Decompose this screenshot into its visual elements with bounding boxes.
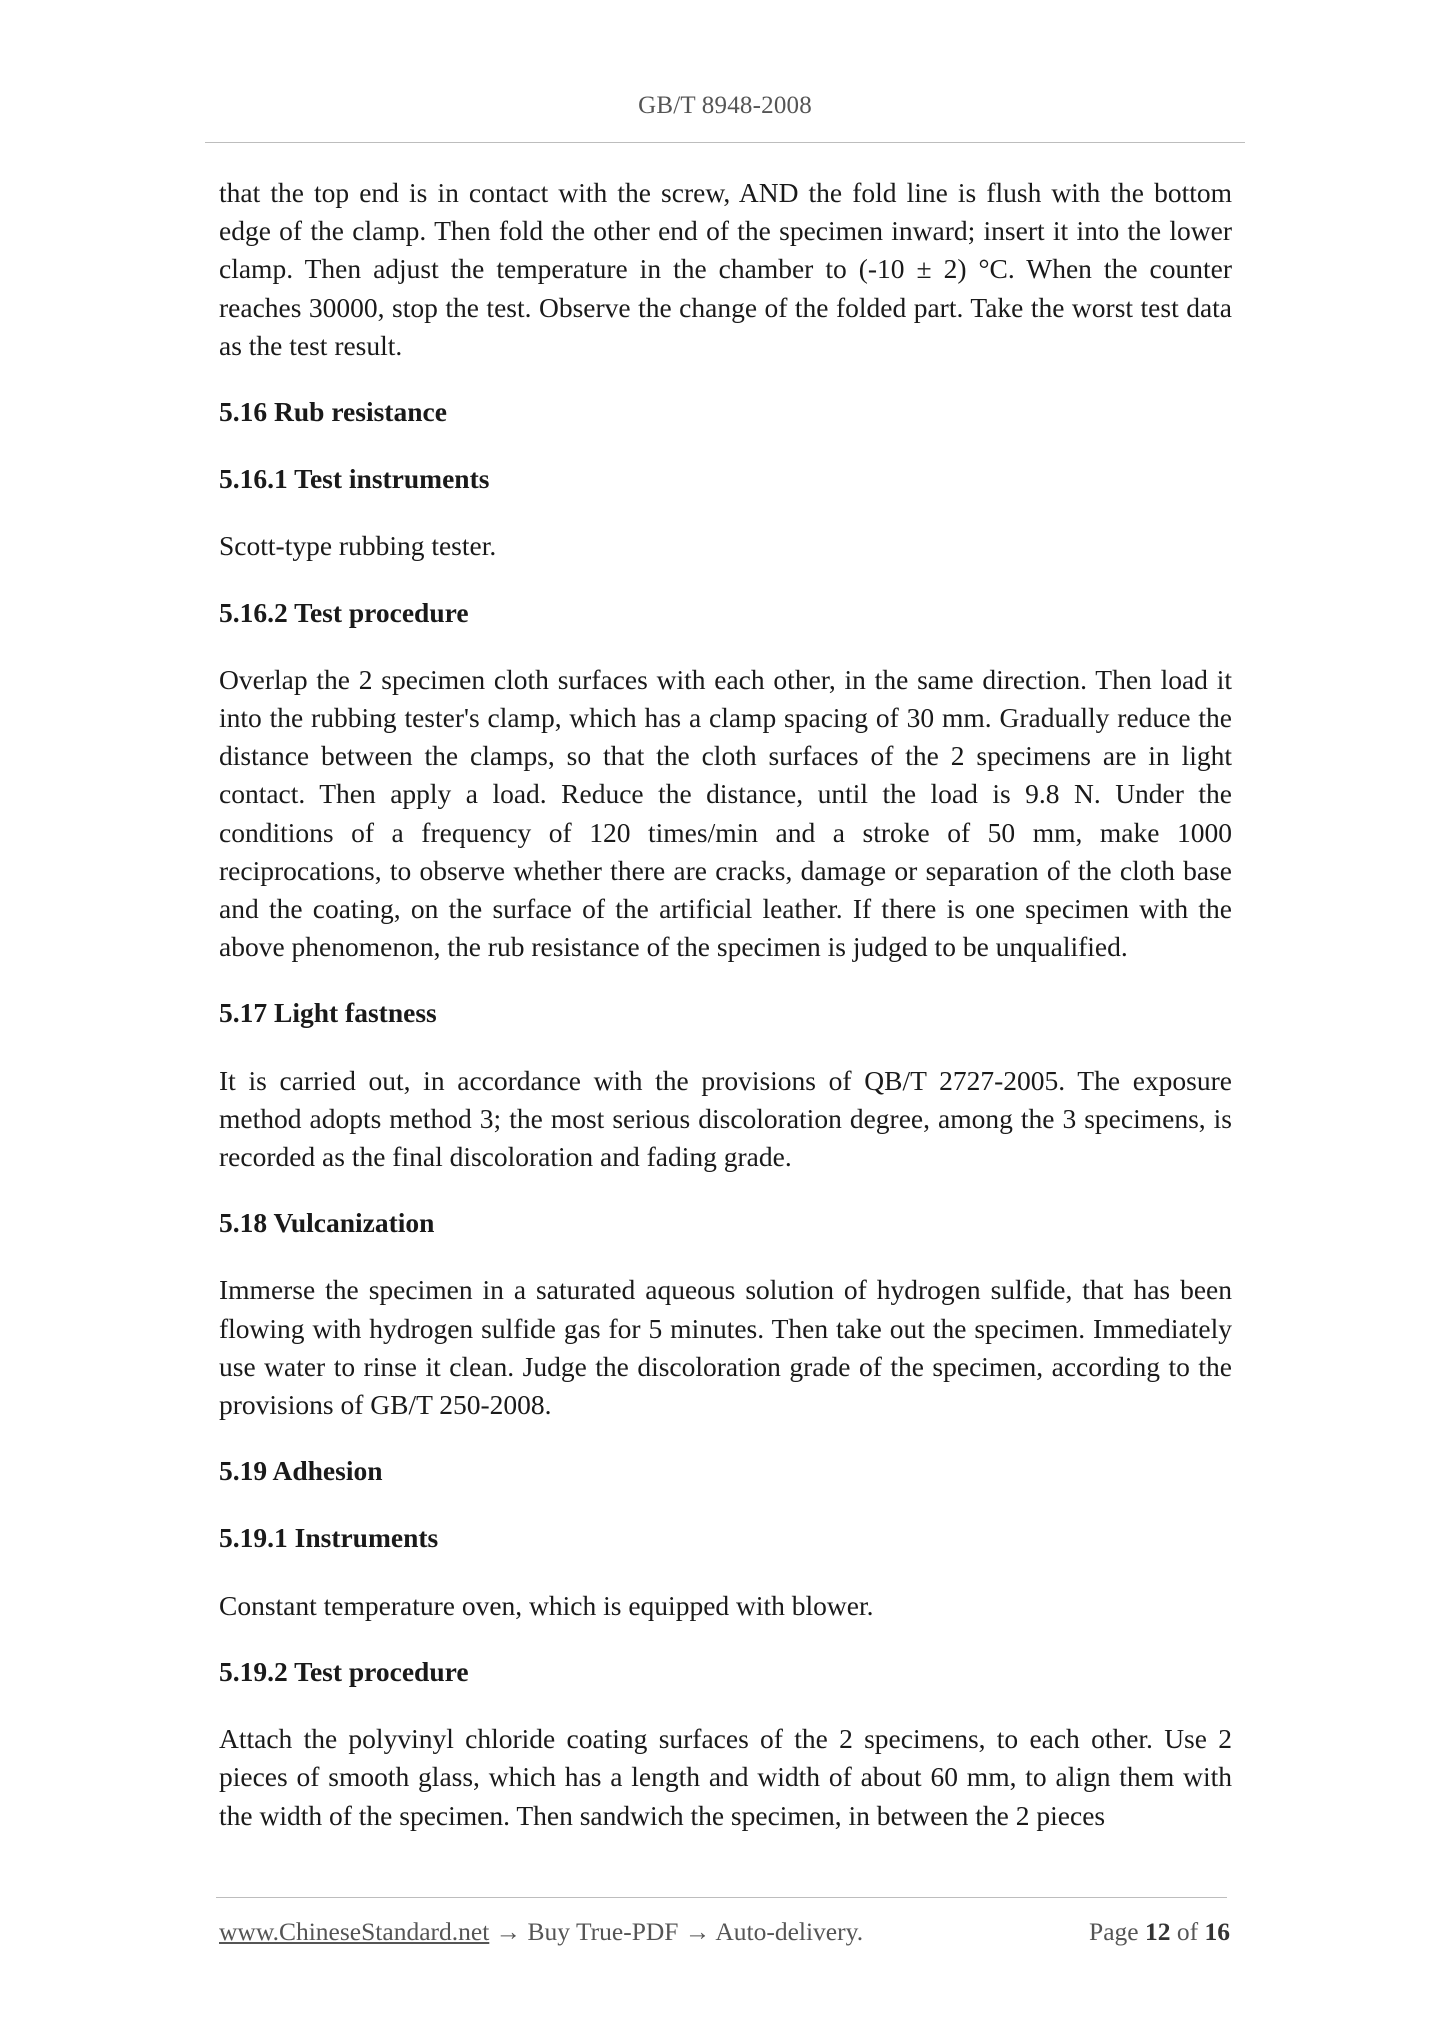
footer-divider xyxy=(216,1897,1227,1898)
heading-5-16: 5.16 Rub resistance xyxy=(219,396,447,428)
page-current: 12 xyxy=(1145,1917,1171,1946)
auto-delivery-text: Auto-delivery. xyxy=(715,1917,864,1946)
paragraph-5-16-1: Scott-type rubbing tester. xyxy=(219,530,497,562)
paragraph-intro-continuation: that the top end is in contact with the screw, AND the fold line is flush with the bottom edge of the clamp. Then fold the other end of the specimen inward; insert it into the lower clamp. Then adjust the temperature in the chamber to (-10 ± 2) °C. When the counter reaches 30000, stop the test. Observe the change of the folded part. Take the worst test data as the test result. xyxy=(219,177,1232,361)
heading-5-19: 5.19 Adhesion xyxy=(219,1455,383,1487)
page-number xyxy=(1089,1917,1230,1947)
paragraph-5-17: It is carried out, in accordance with the provisions of QB/T 2727-2005. The exposure method adopts method 3; the most serious discoloration degree, among the 3 specimens, is recorded as the final discoloration and fading grade. xyxy=(219,1064,1232,1173)
heading-5-17: 5.17 Light fastness xyxy=(219,997,437,1029)
heading-5-19-1: 5.19.1 Instruments xyxy=(219,1522,439,1554)
heading-5-16-1: 5.16.1 Test instruments xyxy=(219,463,490,495)
heading-5-19-2: 5.19.2 Test procedure xyxy=(219,1655,469,1687)
paragraph-5-16-2: Overlap the 2 specimen cloth surfaces with each other, in the same direction. Then load it into the rubbing tester's clamp, which has a clamp spacing of 30 mm. Gradually reduce the distance between the clamps, so that the cloth surfaces of the 2 specimens are in light contact. Then apply a load. Reduce the distance, until the load is 9.8 N. Under the conditions of a frequency of 120 times/min and a stroke of 50 mm, make 1000 reciprocations, to observe whether there are cracks, damage or separation of the cloth base and the coating, on the surface of the artificial leather. If there is one specimen with the above phenomenon, the rub resistance of the specimen is judged to be unqualified. xyxy=(219,663,1232,963)
page-total: 16 xyxy=(1204,1917,1230,1946)
page-of-label: of xyxy=(1176,1917,1199,1946)
arrow-right-icon: → xyxy=(495,1917,522,1946)
heading-5-18: 5.18 Vulcanization xyxy=(219,1207,435,1239)
page-label: Page xyxy=(1089,1917,1139,1946)
paragraph-5-19-1: Constant temperature oven, which is equipped with blower. xyxy=(219,1589,874,1621)
paragraph-5-19-2: Attach the polyvinyl chloride coating surfaces of the 2 specimens, to each other. Use 2 pieces of smooth glass, which has a length and width of about 60 mm, to align them with the width of the specimen. Then sandwich the specimen, in between the 2 pieces xyxy=(219,1723,1232,1831)
page-content xyxy=(219,174,1232,1863)
document-header-id: GB/T 8948-2008 xyxy=(638,92,812,119)
paragraph-5-18: Immerse the specimen in a saturated aqueous solution of hydrogen sulfide, that has been flowing with hydrogen sulfide gas for 5 minutes. Then take out the specimen. Immediately use water to rinse it clean. Judge the discoloration grade of the specimen, according to the provisions of GB/T 250-2008. xyxy=(219,1274,1232,1421)
heading-5-16-2: 5.16.2 Test procedure xyxy=(219,596,469,628)
buy-pdf-text: Buy True-PDF xyxy=(527,1917,679,1946)
arrow-right-icon: → xyxy=(684,1917,711,1946)
header-divider xyxy=(205,142,1245,143)
footer-promo xyxy=(219,1917,863,1947)
website-link[interactable]: www.ChineseStandard.net xyxy=(219,1917,490,1946)
